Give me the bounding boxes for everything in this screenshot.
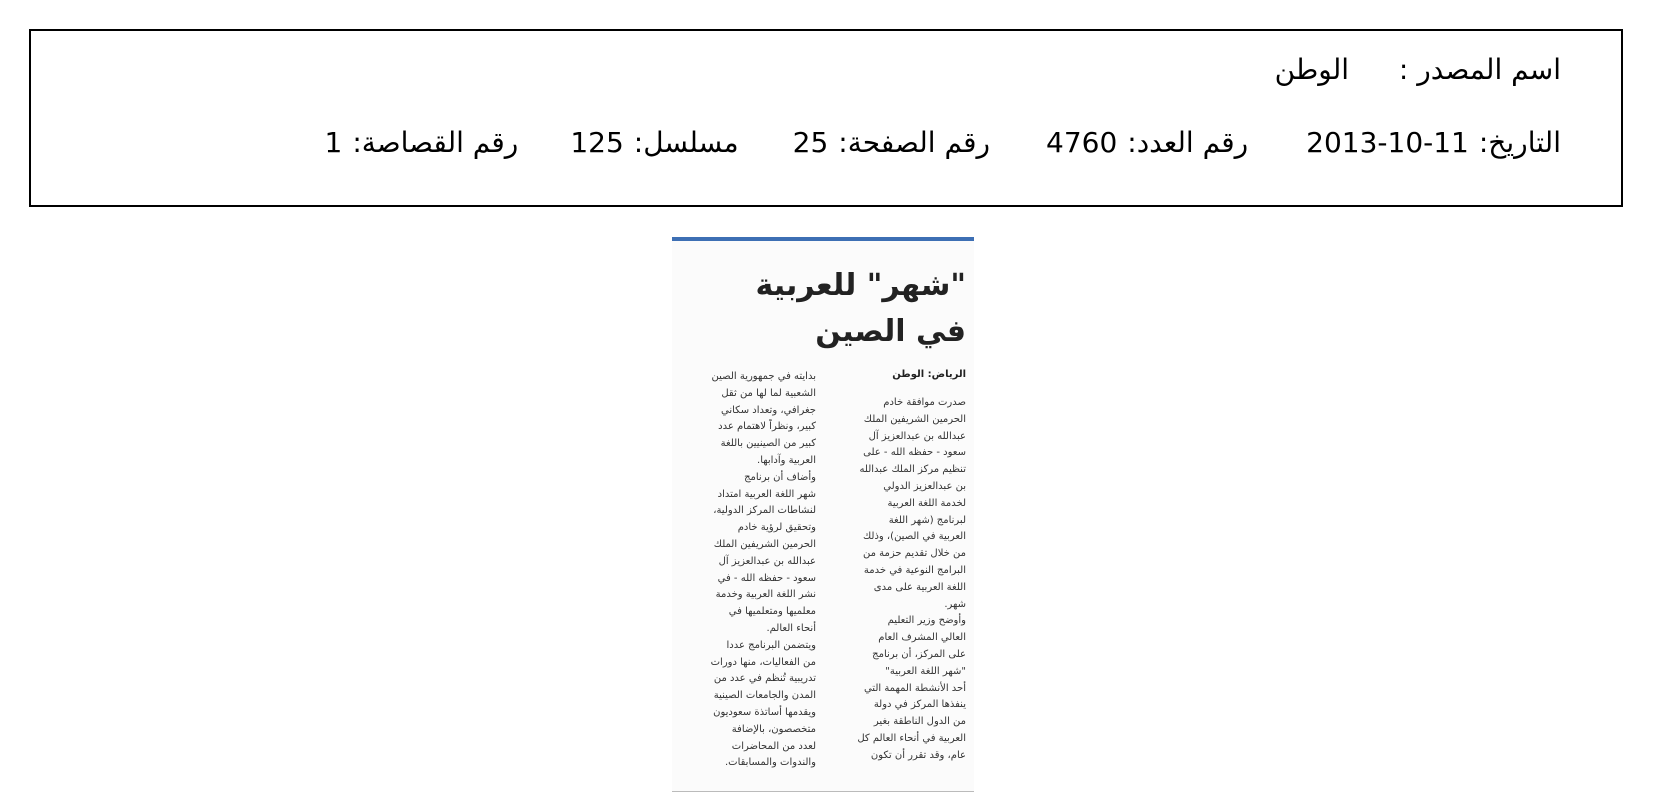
article-byline: الرياض: الوطن — [892, 369, 966, 380]
article-column-left — [686, 369, 816, 772]
issue-label: رقم العدد: — [1127, 126, 1249, 159]
article-text-line: المدن والجامعات الصينية — [713, 690, 816, 702]
article-text-line: الحرمين الشريفين الملك — [713, 538, 816, 550]
serial-label: مسلسل: — [633, 126, 739, 159]
article-text-line: العالي المشرف العام — [878, 632, 966, 644]
article-text-line: متخصصون، بالإضافة — [731, 723, 816, 735]
issue-field — [1046, 126, 1248, 159]
page-value: 25 — [792, 126, 829, 159]
article-text-line: كبير، ونظراً لاهتمام عدد — [718, 421, 816, 433]
article-text-line: شهر. — [944, 598, 966, 610]
page-field — [793, 126, 990, 159]
article-text-line: من الدول الناطقة بغير — [873, 716, 966, 728]
date-field — [1306, 126, 1561, 159]
article-text-line: سعود - حفظه الله - على — [863, 447, 966, 459]
article-text-line: عبدالله بن عبدالعزيز آل — [718, 555, 816, 567]
article-text-line: سعود - حفظه الله - في — [717, 572, 816, 584]
article-text-line: صدرت موافقة خادم — [883, 397, 966, 408]
article-text-line: نشر اللغة العربية وخدمة — [715, 589, 816, 601]
article-text-line: العربية في أنحاء العالم كل — [857, 732, 966, 744]
article-text-line: ويتضمن البرنامج عددا — [726, 639, 816, 651]
headline-line-2: في الصين — [815, 314, 966, 349]
article-text-line: والندوات والمسابقات. — [724, 757, 816, 769]
article-text-line: وتحقيق لرؤية خادم — [737, 522, 816, 534]
article-text-line: البرامج النوعية في خدمة — [863, 564, 966, 576]
clipping-top-rule — [672, 237, 974, 241]
article-text-line: من الفعاليات، منها دورات — [710, 656, 816, 668]
headline-line-1: "شهر" للعربية — [755, 268, 966, 303]
date-value: 2013-10-11 — [1306, 126, 1469, 159]
issue-value: 4760 — [1046, 126, 1118, 159]
source-metadata-box — [29, 29, 1623, 207]
article-text-line: الحرمين الشريفين الملك — [863, 413, 966, 425]
article-text-line: معلميها ومتعلميها في — [728, 606, 816, 618]
clip-field — [325, 126, 519, 159]
article-text-line: عبدالله بن عبدالعزيز آل — [868, 430, 966, 442]
clipping-bottom-rule — [672, 791, 974, 792]
article-text-line: على المركز، أن برنامج — [872, 648, 966, 660]
article-text-line: تنظيم مركز الملك عبدالله — [859, 464, 966, 476]
clip-value: 1 — [324, 126, 343, 159]
article-text-line: لعدد من المحاضرات — [731, 740, 816, 752]
source-label: اسم المصدر : — [1398, 53, 1561, 86]
article-text-line: جغرافي، وتعداد سكاني — [721, 404, 816, 416]
article-text-line: تدريبية تُنظم في عدد من — [713, 673, 816, 685]
serial-field — [570, 126, 738, 159]
article-text-line: لنشاطات المركز الدولية، — [713, 505, 816, 517]
serial-value: 125 — [570, 126, 624, 159]
newspaper-clipping — [672, 237, 974, 792]
article-text-line: ينفذها المركز في دولة — [873, 699, 966, 711]
article-text-line: الشعبية لما لها من ثقل — [721, 387, 816, 399]
article-text-line: لبرنامج (شهر اللغة — [888, 514, 966, 526]
article-text-line: كبير من الصينيين باللغة — [720, 438, 816, 450]
article-text-line: عام، وقد تقرر أن تكون — [870, 749, 966, 761]
article-text-line: أحد الأنشطة المهمة التي — [863, 682, 966, 694]
article-text-line: بن عبدالعزيز الدولي — [883, 480, 966, 492]
source-row — [1275, 53, 1561, 86]
clip-label: رقم القصاصة: — [352, 126, 519, 159]
article-text-line: ويقدمها أساتذة سعوديون — [713, 706, 816, 718]
article-text-line: أنحاء العالم. — [766, 622, 816, 634]
details-row — [325, 126, 1561, 159]
source-value: الوطن — [1274, 53, 1349, 86]
article-text-line: "شهر اللغة العربية" — [885, 665, 966, 677]
article-headline — [676, 263, 966, 355]
article-column-right — [836, 395, 966, 765]
article-text-line: اللغة العربية على مدى — [873, 581, 966, 593]
article-text-line: بدايته في جمهورية الصين — [711, 371, 816, 382]
article-text-line: وأوضح وزير التعليم — [887, 615, 966, 627]
article-text-line: وأضاف أن برنامج — [744, 471, 816, 483]
article-text-line: العربية وآدابها. — [757, 454, 816, 466]
date-label: التاريخ: — [1478, 126, 1561, 159]
article-text-line: شهر اللغة العربية امتداد — [717, 488, 816, 500]
article-text-line: العربية في الصين)، وذلك — [863, 531, 966, 543]
article-text-line: من خلال تقديم حزمة من — [862, 548, 966, 560]
article-text-line: لخدمة اللغة العربية — [887, 497, 966, 509]
page-label: رقم الصفحة: — [838, 126, 991, 159]
